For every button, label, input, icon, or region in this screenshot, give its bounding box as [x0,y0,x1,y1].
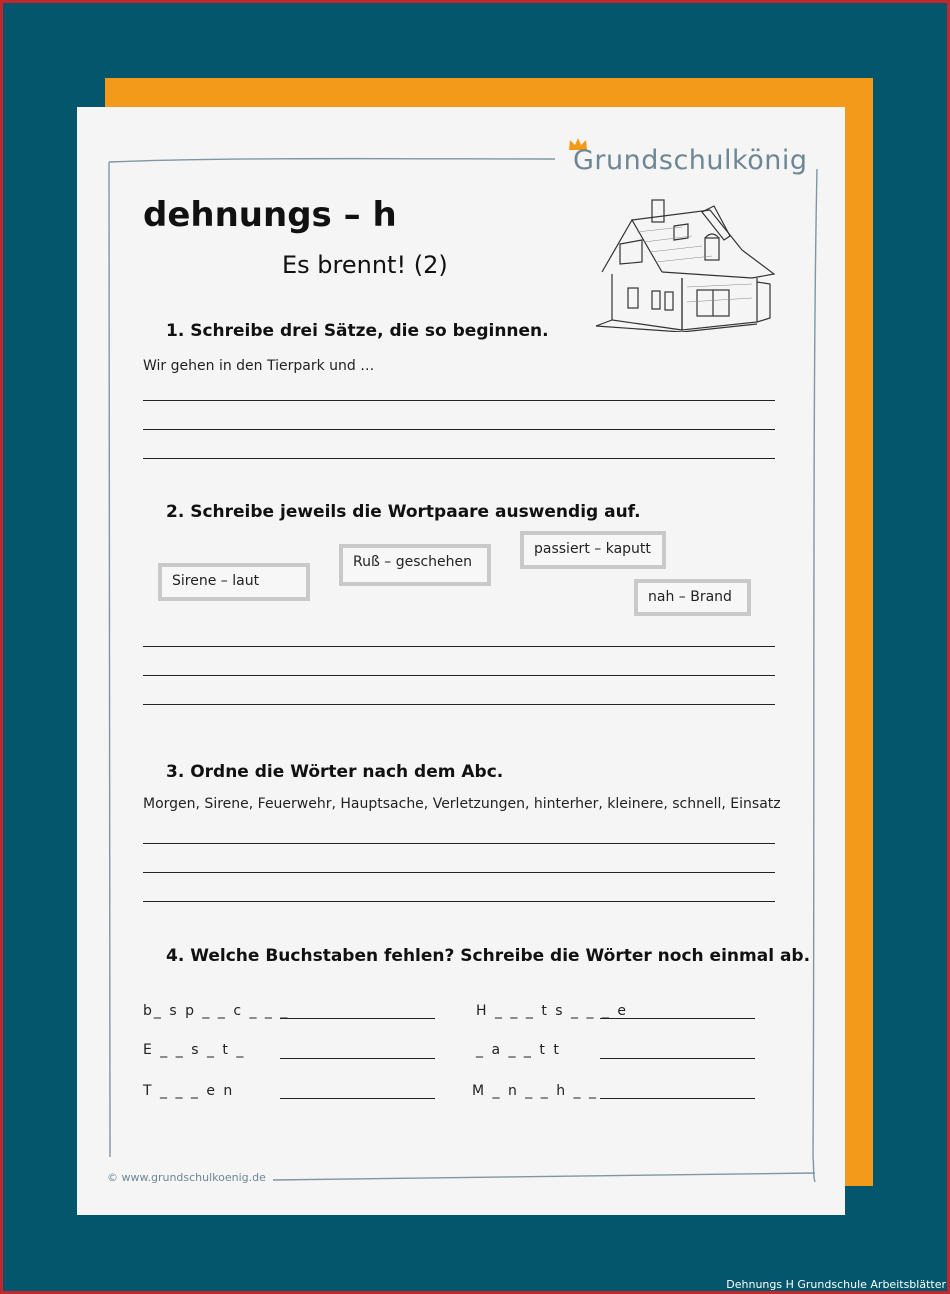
answer-line[interactable] [600,1058,755,1059]
writing-line[interactable] [143,429,775,430]
writing-line[interactable] [143,400,775,401]
answer-line[interactable] [600,1098,755,1099]
worksheet-page [77,107,845,1215]
answer-line[interactable] [280,1098,435,1099]
answer-line[interactable] [280,1058,435,1059]
image-caption: Dehnungs H Grundschule Arbeitsblätter [726,1278,946,1291]
word-pair-box: Sirene – laut [158,563,310,601]
task3-heading: 3. Ordne die Wörter nach dem Abc. [166,762,504,782]
word-pair-box: Ruß – geschehen [339,544,491,586]
answer-line[interactable] [600,1018,755,1019]
writing-line[interactable] [143,675,775,676]
task1-heading: 1. Schreibe drei Sätze, die so beginnen. [166,321,549,341]
writing-line[interactable] [143,843,775,844]
writing-line[interactable] [143,704,775,705]
gap-word: T _ _ _ e n [143,1083,235,1099]
writing-line[interactable] [143,872,775,873]
answer-line[interactable] [280,1018,435,1019]
worksheet-title: dehnungs – h [143,195,397,235]
house-illustration-icon [592,192,777,332]
gap-word: _ a _ _ t t [476,1042,561,1058]
word-pair-box: passiert – kaputt [520,531,666,569]
task3-word-list: Morgen, Sirene, Feuerwehr, Hauptsache, Verletzungen, hinterher, kleinere, schnell, Einsatz [143,796,781,812]
gap-word: M _ n _ _ h _ _ [472,1083,598,1099]
word-pair-box: nah – Brand [634,579,751,616]
worksheet-subtitle: Es brennt! (2) [282,251,448,279]
task2-heading: 2. Schreibe jeweils die Wortpaare auswendig auf. [166,502,641,522]
gap-word: b_ s p _ _ c _ _ _ [143,1003,290,1019]
task1-prompt: Wir gehen in den Tierpark und … [143,358,375,374]
gap-word: H _ _ _ t s _ _ _ e [476,1003,628,1019]
task4-heading: 4. Welche Buchstaben fehlen? Schreibe die Wörter noch einmal ab. [166,946,811,966]
writing-line[interactable] [143,901,775,902]
gap-word: E _ _ s _ t _ [143,1042,246,1058]
writing-line[interactable] [143,458,775,459]
writing-line[interactable] [143,646,775,647]
copyright-footer: © www.grundschulkoenig.de [107,1171,266,1184]
brand-logo: Grundschulkönig [573,145,808,176]
